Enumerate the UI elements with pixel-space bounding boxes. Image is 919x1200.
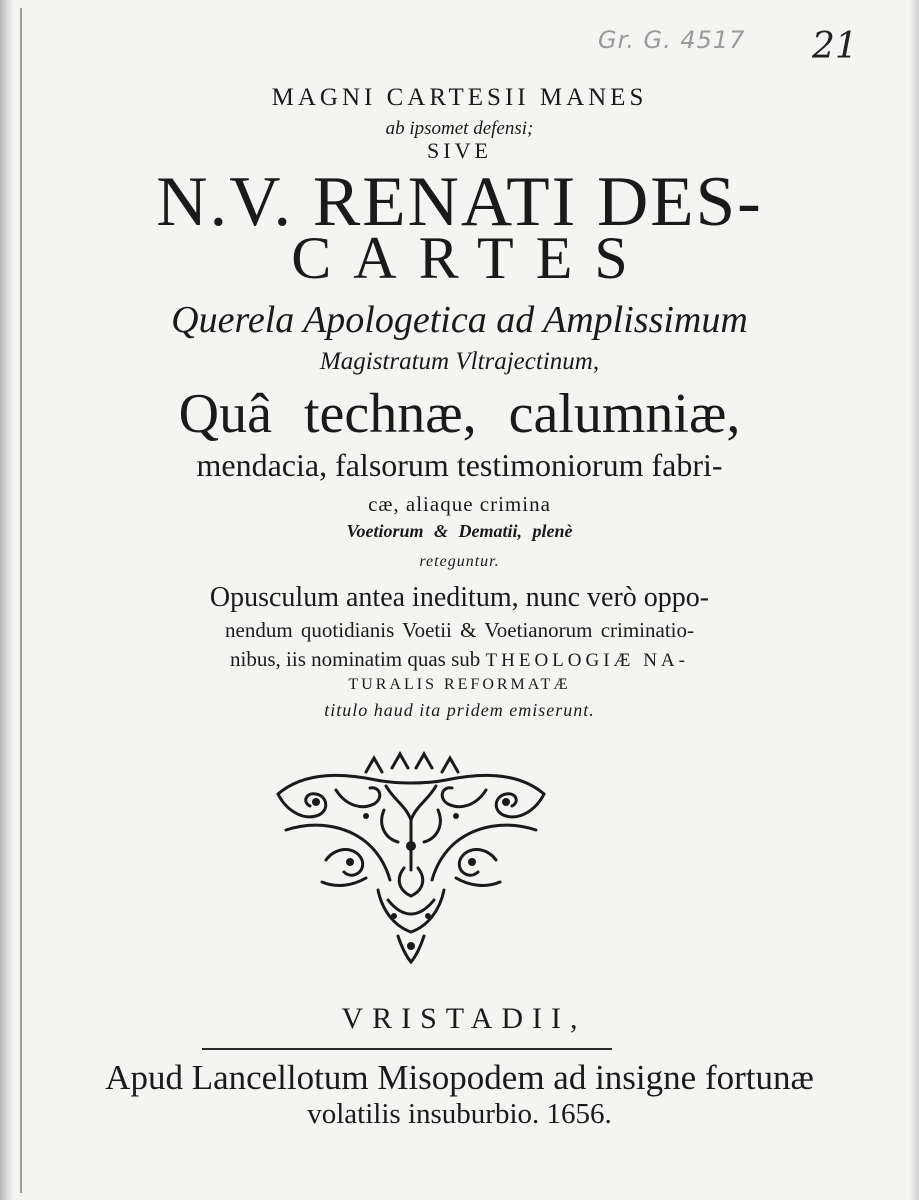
imprint-city: VRISTADII,: [341, 1002, 587, 1035]
imprint-publisher: Apud Lancellotum Misopodem ad insigne fortunæ: [105, 1058, 814, 1097]
title-line-titulo: titulo haud ita pridem emiserunt.: [324, 700, 595, 720]
title-line-opusculum: Opusculum antea ineditum, nunc verò oppo-: [209, 582, 710, 613]
title-line-theologiae: THEOLOGIÆ NA-: [485, 650, 689, 671]
shelfmark-annotation: Gr. G. 4517: [598, 26, 746, 54]
title-line-reteguntur: reteguntur.: [419, 553, 500, 570]
title-line-aliaque: cæ, aliaque crimina: [368, 492, 551, 516]
title-line-qua-technae: Quâ technæ, calumniæ,: [178, 383, 741, 445]
title-line-querela: Querela Apologetica ad Amplissimum: [171, 299, 748, 341]
title-line-turalis: TURALIS REFORMATÆ: [348, 676, 571, 693]
folio-number: 21: [812, 26, 858, 67]
title-line-cartes: CARTES: [291, 225, 650, 291]
title-line-renati-des: N.V. RENATI DES-: [156, 163, 763, 241]
title-line-nendum: nendum quotidianis Voetii & Voetianorum criminatio-: [225, 618, 694, 642]
title-line-ab-ipsomet: ab ipsomet defensi;: [385, 118, 534, 139]
title-line-sive: SIVE: [427, 138, 492, 163]
title-line-mendacia: mendacia, falsorum testimoniorum fabri-: [196, 447, 723, 483]
printers-ornament-icon: [266, 750, 556, 976]
title-line-magistratum: Magistratum Vltrajectinum,: [319, 348, 600, 375]
title-line-nibus: [0, 647, 919, 672]
imprint-location-year: volatilis insuburbio. 1656.: [307, 1098, 612, 1130]
title-line-voetiorum: Voetiorum & Dematii, plenè: [346, 521, 573, 541]
title-line-magni-cartesii: MAGNI CARTESII MANES: [271, 84, 648, 111]
imprint-rule: [202, 1048, 612, 1050]
title-line-nibus-text: nibus, iis nominatim quas sub: [230, 647, 486, 671]
